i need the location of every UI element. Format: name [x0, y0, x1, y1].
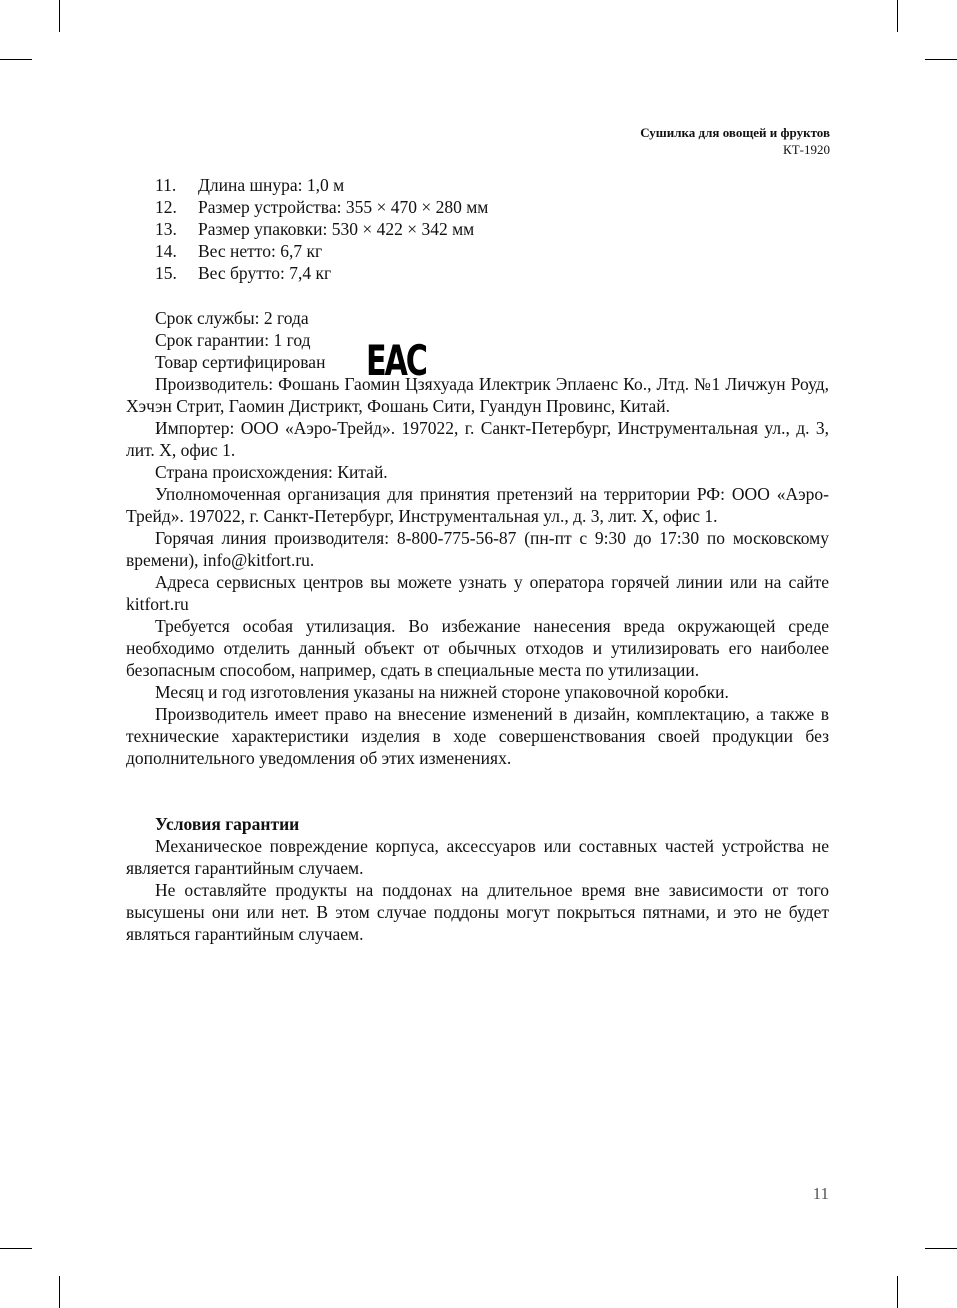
certified-text: Товар сертифицирован [155, 352, 326, 372]
header-model: КТ-1920 [783, 142, 830, 157]
origin-paragraph: Страна происхождения: Китай. [155, 462, 388, 482]
service-centers-paragraph: Адреса сервисных центров вы можете узнать у оператора горячей линии или на сайте kitfort.ru [126, 572, 829, 614]
crop-mark [925, 59, 957, 60]
spec-number: 11. [155, 175, 177, 195]
spec-text: Вес нетто: 6,7 кг [198, 241, 323, 261]
warranty-paragraph: Механическое повреждение корпуса, аксессуаров или составных частей устройства не является гарантийным случаем. [126, 836, 829, 878]
crop-mark [925, 1248, 957, 1249]
warranty-period: Срок гарантии: 1 год [155, 330, 311, 350]
spec-text: Размер упаковки: 530 × 422 × 342 мм [198, 219, 475, 239]
spec-text: Длина шнура: 1,0 м [198, 175, 345, 195]
spec-item [155, 218, 488, 240]
crop-mark [59, 1276, 60, 1308]
crop-mark [897, 1276, 898, 1308]
warranty-paragraph: Не оставляйте продукты на поддонах на длительное время вне зависимости от того высушены они или нет. В этом случае поддоны могут покрыться пятнами, и это не будет являться гарантийным случаем. [126, 880, 829, 944]
spec-list [155, 174, 488, 284]
crop-mark [59, 0, 60, 32]
claims-paragraph: Уполномоченная организация для принятия претензий на территории РФ: ООО «Аэро-Трейд». 197022, г. Санкт-Петербург, Инструментальная ул., д. 3, лит. Х, офис 1. [126, 484, 829, 526]
spec-number: 15. [155, 263, 177, 283]
crop-mark [0, 1248, 32, 1249]
hotline-paragraph: Горячая линия производителя: 8-800-775-56-87 (пн-пт с 9:30 до 17:30 по московскому времени), info@kitfort.ru. [126, 528, 829, 570]
crop-mark [0, 59, 32, 60]
manufacturer-paragraph: Производитель: Фошань Гаомин Цзяхуада Илектрик Эплаенс Ко., Лтд. №1 Личжун Роуд, Хэчэн Стрит, Гаомин Дистрикт, Фошань Сити, Гуандун Провинс, Китай. [126, 374, 829, 416]
warranty-section [126, 813, 829, 945]
spec-item [155, 196, 488, 218]
importer-paragraph: Импортер: ООО «Аэро-Трейд». 197022, г. Санкт-Петербург, Инструментальная ул., д. 3, лит. Х, офис 1. [126, 418, 829, 460]
spec-number: 14. [155, 241, 177, 261]
spec-item [155, 262, 488, 284]
spec-number: 13. [155, 219, 177, 239]
disposal-paragraph: Требуется особая утилизация. Во избежание нанесения вреда окружающей среде необходимо отделить данный объект от обычных отходов и утилизировать его наиболее безопасным способом, например, сдать в специальные места по утилизации. [126, 616, 829, 680]
spec-number: 12. [155, 197, 177, 217]
spec-item [155, 174, 488, 196]
eac-logo-icon: EAC [366, 336, 426, 385]
manufacture-date-paragraph: Месяц и год изготовления указаны на нижней стороне упаковочной коробки. [155, 682, 729, 702]
spec-text: Размер устройства: 355 × 470 × 280 мм [198, 197, 489, 217]
warranty-heading: Условия гарантии [155, 814, 300, 834]
spec-item [155, 240, 488, 262]
running-header [640, 124, 830, 158]
changes-paragraph: Производитель имеет право на внесение изменений в дизайн, комплектацию, а также в технические характеристики изделия в ходе совершенствования своей продукции без дополнительного уведомления об этих изменениях. [126, 704, 829, 768]
page-number: 11 [812, 1184, 829, 1203]
spec-text: Вес брутто: 7,4 кг [198, 263, 332, 283]
body-text [126, 307, 829, 769]
service-life: Срок службы: 2 года [155, 308, 309, 328]
header-title: Сушилка для овощей и фруктов [640, 125, 830, 140]
crop-mark [897, 0, 898, 32]
